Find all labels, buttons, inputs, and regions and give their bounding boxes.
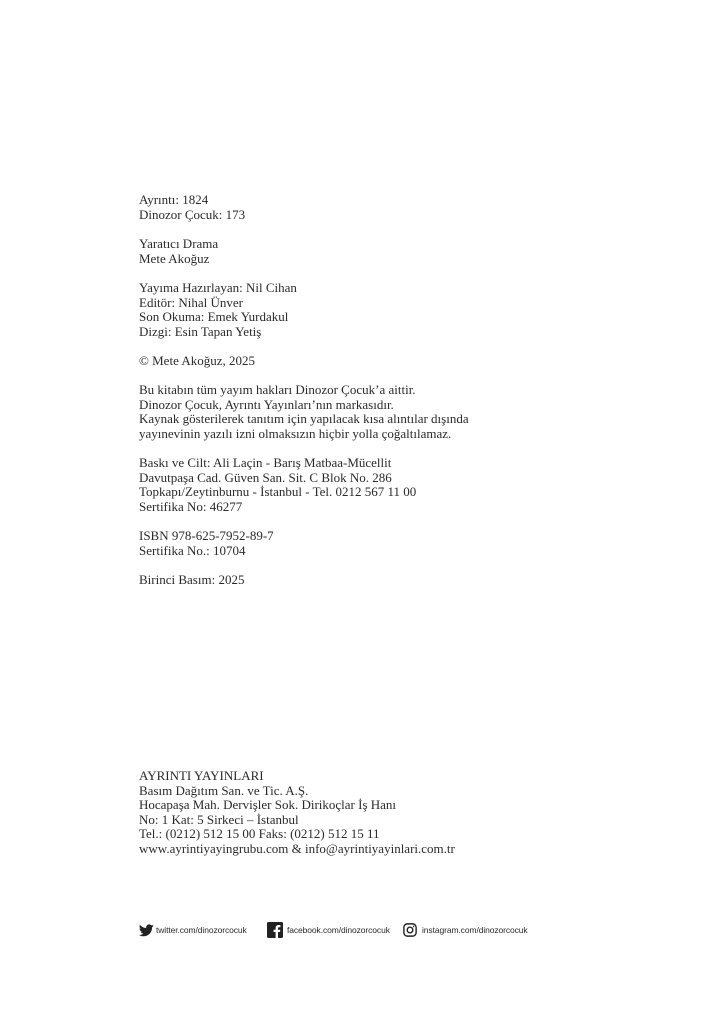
rights-line: yayınevinin yazılı izni olmaksızın hiçbir yolla çoğaltılamaz.: [139, 425, 452, 441]
publisher-info: [139, 769, 679, 857]
book-info: [139, 237, 679, 266]
copyright: [139, 354, 679, 369]
instagram-link[interactable]: [403, 921, 528, 939]
edition-line: Birinci Basım: 2025: [139, 572, 245, 587]
printing-info: [139, 456, 679, 514]
series-numbers: [139, 193, 679, 222]
isbn-info: [139, 529, 679, 558]
series-line: Dinozor Çocuk: 173: [139, 206, 246, 222]
twitter-icon: [139, 924, 154, 937]
publisher-line: Hocapaşa Mah. Dervişler Sok. Dirikoçlar İş Hanı: [139, 797, 397, 813]
credit-line: Son Okuma: Emek Yurdakul: [139, 309, 289, 325]
instagram-label[interactable]: instagram.com/dinozorcocuk: [422, 925, 528, 935]
credit-line: Editör: Nihal Ünver: [139, 294, 243, 310]
twitter-link[interactable]: [139, 921, 247, 939]
publisher-line: Tel.: (0212) 512 15 00 Faks: (0212) 512 15 11: [139, 826, 380, 842]
publisher-line: Basım Dağıtım San. ve Tic. A.Ş.: [139, 782, 309, 798]
credit-line: Dizgi: Esin Tapan Yetiş: [139, 323, 262, 339]
facebook-icon: [267, 922, 283, 938]
printing-line: Sertifika No: 46277: [139, 498, 243, 514]
credits: [139, 281, 679, 339]
credit-line: Yayıma Hazırlayan: Nil Cihan: [139, 280, 297, 295]
twitter-label[interactable]: twitter.com/dinozorcocuk: [156, 925, 247, 935]
printing-line: Davutpaşa Cad. Güven San. Sit. C Blok No. 286: [139, 469, 392, 485]
book-title: Yaratıcı Drama: [139, 236, 219, 251]
printing-line: Baskı ve Cilt: Ali Laçin - Barış Matbaa-Mücellit: [139, 455, 392, 470]
publisher-name: AYRINTI YAYINLARI: [139, 768, 264, 783]
rights-line: Dinozor Çocuk, Ayrıntı Yayınları’nın markasıdır.: [139, 396, 394, 412]
facebook-link[interactable]: [267, 921, 390, 939]
rights-line: Kaynak gösterilerek tanıtım için yapılacak kısa alıntılar dışında: [139, 411, 469, 427]
instagram-icon: [403, 923, 417, 937]
series-line: Ayrıntı: 1824: [139, 192, 209, 207]
rights-notice: [139, 383, 679, 441]
publisher-web-line[interactable]: www.ayrintiyayingrubu.com & info@ayrintiyayinlari.com.tr: [139, 840, 455, 856]
book-author: Mete Akoğuz: [139, 250, 210, 266]
rights-line: Bu kitabın tüm yayım hakları Dinozor Çocuk’a aittir.: [139, 382, 416, 397]
copyright-line: © Mete Akoğuz, 2025: [139, 353, 256, 368]
edition-info: [139, 573, 679, 588]
printing-line: Topkapı/Zeytinburnu - İstanbul - Tel. 0212 567 11 00: [139, 484, 417, 500]
social-links: [139, 921, 559, 941]
publisher-line: No: 1 Kat: 5 Sirkeci – İstanbul: [139, 811, 299, 827]
facebook-label[interactable]: facebook.com/dinozorcocuk: [287, 925, 390, 935]
isbn-line: ISBN 978-625-7952-89-7: [139, 528, 274, 543]
certificate-line: Sertifika No.: 10704: [139, 542, 246, 558]
